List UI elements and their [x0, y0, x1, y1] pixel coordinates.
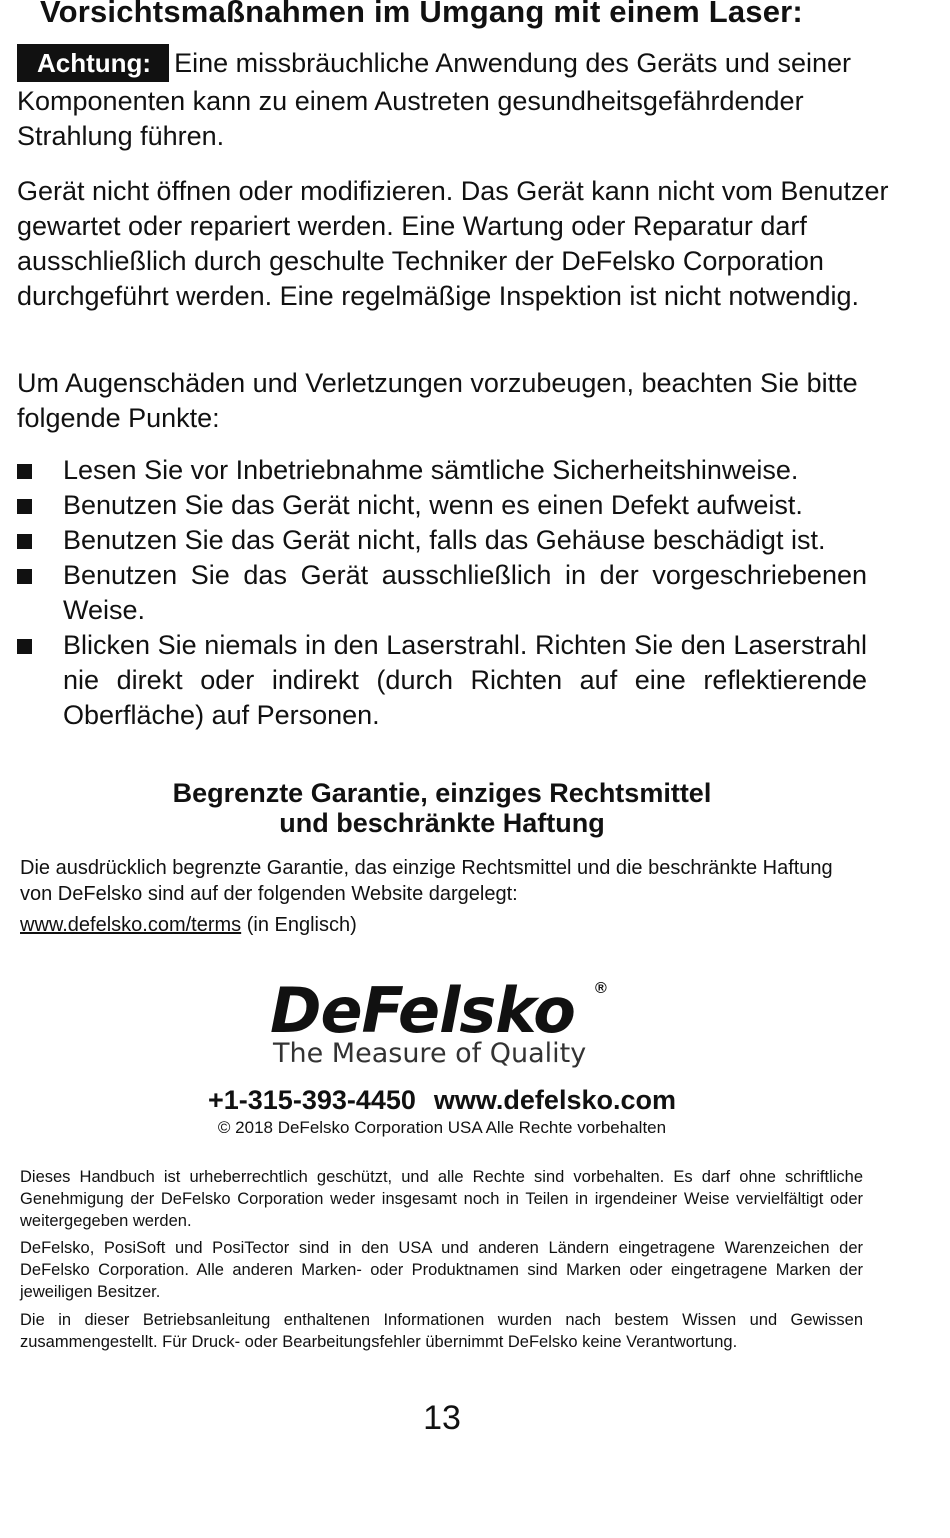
warning-text: Eine missbräuchliche Anwendung des Geräts und seiner Komponenten kann zu einem Austreten gesundheitsgefährdender Strahlung führen.	[17, 48, 851, 151]
legal-paragraph-trademarks: DeFelsko, PosiSoft und PosiTector sind in den USA und anderen Ländern eingetragene Warenzeichen der DeFelsko Corporation. Alle anderen Marken- oder Produktnamen sind Marken oder eingetragene Marken der jeweiligen Besitzer.	[20, 1239, 863, 1301]
terms-link[interactable]: www.defelsko.com/terms	[20, 914, 242, 936]
bullet-square-icon	[17, 499, 32, 514]
warning-label: Achtung:	[17, 44, 169, 82]
copyright-notice: © 2018 DeFelsko Corporation USA Alle Rechte vorbehalten	[217, 1118, 667, 1137]
phone-number: +1-315-393-4450	[208, 1085, 416, 1115]
warning-paragraph	[17, 46, 897, 154]
service-paragraph: Gerät nicht öffnen oder modifizieren. Das Gerät kann nicht vom Benutzer gewartet oder repariert werden. Eine Wartung oder Reparatur darf ausschließlich durch geschulte Techniker der DeFelsko Corporation durchgeführt werden. Eine regelmäßige Inspektion ist nicht notwendig.	[17, 176, 889, 311]
list-item: Blicken Sie niemals in den Laserstrahl. Richten Sie den Laserstrahl nie direkt oder indirekt (durch Richten auf eine reflektierende Oberfläche) auf Personen.	[17, 628, 867, 733]
list-item: Benutzen Sie das Gerät ausschließlich in der vorgeschriebenen Weise.	[17, 558, 867, 628]
legal-paragraph-disclaimer: Die in dieser Betriebsanleitung enthaltenen Informationen wurden nach bestem Wissen und Gewissen zusammengestellt. Für Druck- oder Bearbeitungsfehler übernimmt DeFelsko keine Verantwortung.	[20, 1311, 863, 1351]
list-item: Benutzen Sie das Gerät nicht, wenn es einen Defekt aufweist.	[17, 488, 867, 523]
page-title: Vorsichtsmaßnahmen im Umgang mit einem Laser:	[40, 0, 803, 29]
logo-wordmark: DeFelsko	[270, 974, 575, 1047]
bullet-square-icon	[17, 639, 32, 654]
precautions-intro: Um Augenschäden und Verletzungen vorzubeugen, beachten Sie bitte folgende Punkte:	[17, 368, 858, 433]
website-link[interactable]: www.defelsko.com	[433, 1085, 676, 1115]
legal-paragraph-copyright: Dieses Handbuch ist urheberrechtlich geschützt, und alle Rechte sind vorbehalten. Es darf ohne schriftliche Genehmigung der DeFelsko Corporation weder insgesamt noch in Teilen in irgendeiner Weise vervielfältigt oder weitergegeben werden.	[20, 1168, 863, 1230]
warranty-link-line	[20, 912, 870, 938]
bullet-square-icon	[17, 534, 32, 549]
list-item: Lesen Sie vor Inbetriebnahme sämtliche Sicherheitshinweise.	[17, 453, 867, 488]
warranty-text: Die ausdrücklich begrenzte Garantie, das einzige Rechtsmittel und die beschränkte Haftung von DeFelsko sind auf der folgenden Website dargelegt:	[20, 857, 833, 905]
defelsko-logo	[270, 974, 615, 1080]
page-number: 13	[423, 1399, 461, 1437]
bullet-square-icon	[17, 569, 32, 584]
bullet-square-icon	[17, 464, 32, 479]
registered-mark: ®	[595, 980, 607, 997]
terms-link-suffix: (in Englisch)	[246, 914, 357, 936]
warranty-heading	[0, 778, 884, 838]
list-item: Benutzen Sie das Gerät nicht, falls das Gehäuse beschädigt ist.	[17, 523, 867, 558]
warranty-heading-line1: Begrenzte Garantie, einziges Rechtsmittel	[172, 778, 712, 808]
warranty-heading-line2: und beschränkte Haftung	[279, 808, 605, 838]
precautions-list	[17, 453, 867, 733]
logo-tagline: The Measure of Quality	[273, 1038, 587, 1069]
contact-line	[0, 1082, 884, 1118]
